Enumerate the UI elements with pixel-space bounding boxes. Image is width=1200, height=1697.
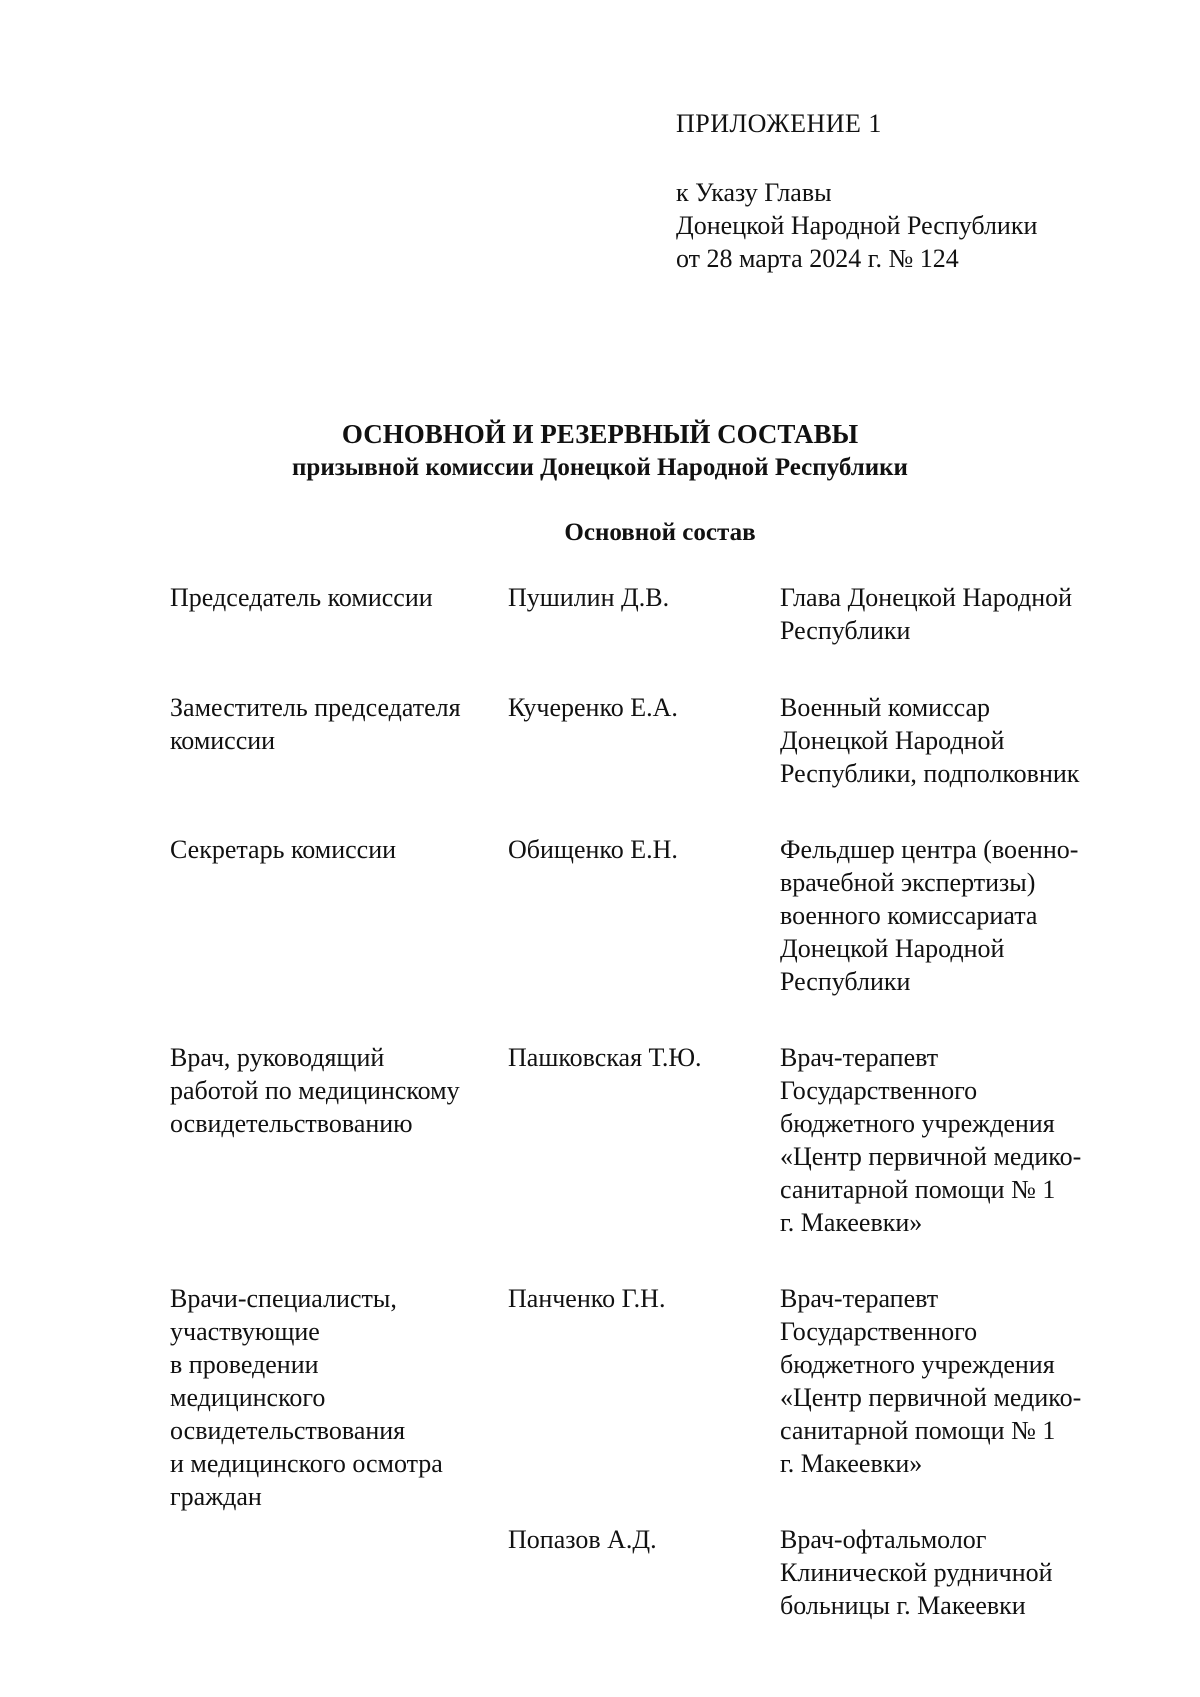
member-role [170,1282,508,1513]
member-row [170,1282,1130,1513]
member-position-line: Военный комиссар [780,693,991,722]
member-role [170,833,508,998]
member-role [170,691,508,790]
appendix-reference [676,176,1037,275]
member-position [780,1523,1130,1622]
member-role-line: Врачи-специалисты, [170,1284,397,1313]
member-position-line: санитарной помощи № 1 [780,1175,1056,1204]
member-position-line: Врач-терапевт [780,1043,939,1072]
member-position-line: Государственного [780,1317,978,1346]
member-row [170,691,1130,790]
member-role-line: освидетельствованию [170,1109,413,1138]
appendix-line: от 28 марта 2024 г. № 124 [676,244,959,273]
appendix-block [676,108,1037,275]
member-position-line: больницы г. Макеевки [780,1591,1026,1620]
member-position-line: бюджетного учреждения [780,1350,1055,1379]
section-title: Основной состав [564,519,756,546]
member-role-line: освидетельствования [170,1416,406,1445]
member-position-line: Республики [780,967,911,996]
appendix-title: ПРИЛОЖЕНИЕ 1 [676,109,882,138]
member-position-line: г. Макеевки» [780,1208,923,1237]
member-position-line: Клинической рудничной [780,1558,1053,1587]
member-role-line: и медицинского осмотра [170,1449,443,1478]
member-position-line: Республики, подполковник [780,759,1080,788]
member-role-line: комиссии [170,726,276,755]
member-name: Пушилин Д.В. [508,583,670,612]
member-position-line: Государственного [780,1076,978,1105]
member-role-line: Врач, руководящий [170,1043,385,1072]
member-position-line: Врач-офтальмолог [780,1525,987,1554]
member-name: Попазов А.Д. [508,1525,657,1554]
member-position-line: военного комиссариата [780,901,1038,930]
member-position-line: «Центр первичной медико- [780,1383,1082,1412]
member-position [780,1041,1130,1239]
member-position-line: «Центр первичной медико- [780,1142,1082,1171]
appendix-line: Донецкой Народной Республики [676,211,1038,240]
document-subtitle: призывной комиссии Донецкой Народной Республики [292,454,908,481]
member-row [170,1041,1130,1239]
member-position [780,581,1130,647]
member-position-line: санитарной помощи № 1 [780,1416,1056,1445]
member-position-line: Донецкой Народной [780,726,1005,755]
member-role-line: работой по медицинскому [170,1076,460,1105]
appendix-line: к Указу Главы [676,178,832,207]
member-name: Пашковская Т.Ю. [508,1043,702,1072]
member-position-line: Врач-терапевт [780,1284,939,1313]
member-role-line: граждан [170,1482,262,1511]
member-role-line: в проведении [170,1350,319,1379]
member-position-line: бюджетного учреждения [780,1109,1055,1138]
member-position-line: врачебной экспертизы) [780,868,1036,897]
member-row [170,1523,1130,1622]
member-role-line: Председатель комиссии [170,583,433,612]
member-position-line: Глава Донецкой Народной [780,583,1073,612]
member-name: Кучеренко Е.А. [508,693,678,722]
member-position-line: г. Макеевки» [780,1449,923,1478]
member-role [170,581,508,647]
member-position-line: Фельдшер центра (военно- [780,835,1079,864]
member-name: Обищенко Е.Н. [508,835,678,864]
member-position-line: Донецкой Народной [780,934,1005,963]
member-position-line: Республики [780,616,911,645]
member-name: Панченко Г.Н. [508,1284,666,1313]
member-role-line: участвующие [170,1317,320,1346]
document-title: ОСНОВНОЙ И РЕЗЕРВНЫЙ СОСТАВЫ [341,419,859,449]
member-role-line: медицинского [170,1383,326,1412]
member-row [170,833,1130,998]
member-role-line: Заместитель председателя [170,693,461,722]
member-position [780,1282,1130,1513]
member-position [780,691,1130,790]
member-role [170,1523,508,1622]
member-position [780,833,1130,998]
member-row [170,581,1130,647]
member-role-line: Секретарь комиссии [170,835,397,864]
members-list [170,581,1130,1622]
member-role [170,1041,508,1239]
